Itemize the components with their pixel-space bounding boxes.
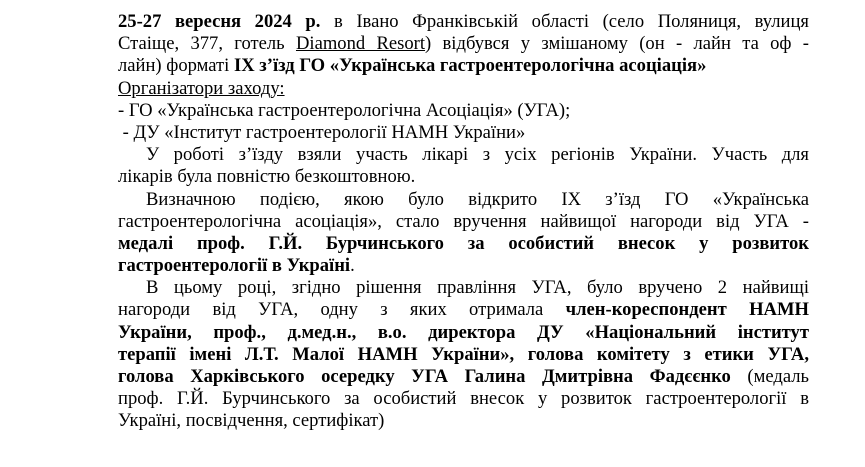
paragraph-4-line-5 bbox=[118, 366, 809, 388]
paragraph-2-line-2: лікарів була повністю безкоштовною. bbox=[118, 166, 416, 188]
organizer-item: - ДУ «Інститут гастроентерології НАМН України» bbox=[118, 121, 526, 143]
recipient-title-line-3: терапії імені Л.Т. Малої НАМН України», голова комітету з етики УГА, bbox=[118, 343, 809, 365]
award-details-line-3: Україні, посвідчення, сертифікат) bbox=[118, 410, 385, 432]
paragraph-3-line-1: Визначною подією, якою було відкрито IX з’їзд ГО «Українська bbox=[146, 188, 809, 210]
congress-title: IX з’їзд ГО «Українська гастроентерологічна асоціація» bbox=[233, 55, 707, 77]
paragraph-1-line-3 bbox=[118, 55, 809, 77]
organizers-heading: Організатори заходу: bbox=[118, 77, 285, 99]
paragraph-3-line-4 bbox=[118, 255, 809, 277]
award-name-line-2: гастроентерології в Україні bbox=[118, 255, 351, 277]
recipient-title-start: член-кореспондент НАМН bbox=[565, 299, 809, 321]
paragraph-4-line-2 bbox=[118, 299, 809, 321]
format-text-end: лайн) форматі bbox=[118, 55, 234, 77]
event-dates: 25-27 вересня 2024 р. bbox=[118, 11, 321, 32]
recipient-title-line-2: України, проф., д.мед.н., в.о. директора ДУ «Національний інститут bbox=[118, 321, 809, 343]
award-details-start: (медаль bbox=[730, 366, 809, 387]
award-details-line-2: проф. Г.Й. Бурчинського за особистий внесок у розвиток гастроентерології в bbox=[118, 388, 809, 410]
paragraph-1-line-1 bbox=[118, 11, 809, 33]
address-text: Стаіще, 377, готель bbox=[118, 33, 296, 55]
paragraph-1-line-2 bbox=[118, 33, 809, 55]
paragraph-4-line-1: В цьому році, згідно рішення правління УГА, було вручено 2 найвищі bbox=[146, 277, 809, 299]
sentence-end: . bbox=[350, 255, 355, 277]
format-text: ) відбувся у змішаному (он - лайн та оф - bbox=[425, 33, 809, 55]
recipient-name: голова Харківського осередку УГА Галина Дмитрівна Фадєєнко bbox=[118, 366, 731, 387]
paragraph-2-line-1: У роботі з’їзду взяли участь лікарі з усіх регіонів України. Участь для bbox=[146, 144, 809, 166]
award-recipient-intro: нагороди від УГА, одну з яких отримала bbox=[118, 299, 566, 321]
event-location-text: в Івано Франківській області (село Поляниця, вулиця bbox=[320, 11, 809, 32]
award-name-line-1: медалі проф. Г.Й. Бурчинського за особистий внесок у розвиток bbox=[118, 232, 809, 254]
organizer-item: - ГО «Українська гастроентерологічна Асоціація» (УГА); bbox=[118, 99, 571, 121]
document-body bbox=[118, 11, 809, 433]
paragraph-3-line-2: гастроентерологічна асоціація», стало вручення найвищої нагороди від УГА - bbox=[118, 210, 809, 232]
hotel-name-link[interactable]: Diamond Resort bbox=[295, 33, 426, 55]
